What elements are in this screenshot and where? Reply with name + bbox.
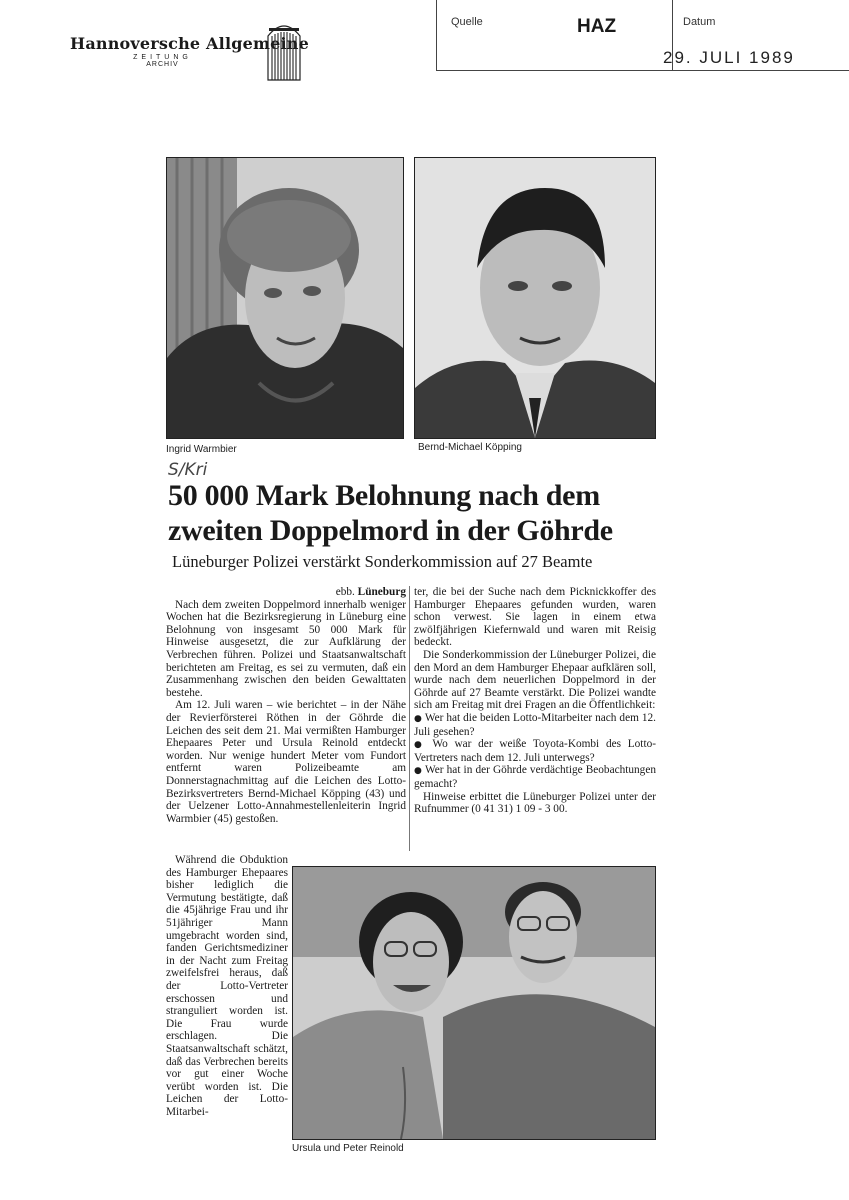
headline-line-2: zweiten Doppelmord in der Göhrde xyxy=(168,514,613,547)
portrait-man-icon xyxy=(415,158,655,438)
column-divider xyxy=(409,586,410,851)
photo-ursula-peter-reinold xyxy=(292,866,656,1140)
building-logo-icon xyxy=(265,18,303,82)
byline xyxy=(166,586,406,599)
caption-ursula-peter-reinold: Ursula und Peter Reinold xyxy=(292,1143,404,1154)
masthead xyxy=(70,34,309,68)
masthead-subtitle: ZEITUNG xyxy=(133,54,192,61)
masthead-title: Hannoversche Allgemeine xyxy=(70,34,309,53)
bullet-icon: ● xyxy=(414,766,423,777)
paragraph: ter, die bei der Suche nach dem Picknickkoffer des Hamburger Ehepaares gefunden wurden, waren schon verwest. Sie lagen in einem etwa zwölfjährigen Kiefernwald und waren mit Reisig bedeckt. xyxy=(414,586,656,649)
question-text: Wer hat die beiden Lotto-Mitarbeiter nach dem 12. Juli gesehen? xyxy=(414,711,656,738)
date-value: 29. JULI 1989 xyxy=(663,48,795,67)
source-label: Quelle xyxy=(451,16,483,28)
date-label: Datum xyxy=(683,16,716,28)
question-item xyxy=(414,764,656,790)
byline-prefix: ebb. xyxy=(335,586,355,598)
subheadline: Lüneburger Polizei verstärkt Sonderkommission auf 27 Beamte xyxy=(172,552,593,571)
date-box xyxy=(663,0,849,71)
article-column-left xyxy=(166,586,406,825)
question-text: Wo war der weiße Toyota-Kombi des Lotto-Vertreters nach dem 12. Juli unterwegs? xyxy=(414,738,656,764)
question-item xyxy=(414,738,656,764)
question-text: Wer hat in der Göhrde verdächtige Beobachtungen gemacht? xyxy=(414,764,656,790)
source-value: HAZ xyxy=(577,16,617,37)
photo-bernd-michael-koepping xyxy=(414,157,656,439)
paragraph: Am 12. Juli waren – wie berichtet – in der Nähe der Revierförsterei Röthen in der Göhrde die Leichen des seit dem 21. Mai vermißten Hamburger Ehepaares Peter und Ursula Reinold entdeckt worden. Nur wenige hundert Meter vom Fundort entfernt waren Polizeibeamte am Donnerstagnachmittag auf die Leichen des Lotto-Bezirksvertreters Bernd-Michael Köpping (43) und der Uelzener Lotto-Annahmestellenleiterin Ingrid Warmbier (45) gestoßen. xyxy=(166,699,406,825)
caption-bernd-michael-koepping: Bernd-Michael Köpping xyxy=(418,442,522,453)
question-item xyxy=(414,712,656,738)
article-column-right xyxy=(414,586,656,816)
article-column-narrow xyxy=(166,854,288,1118)
source-box xyxy=(436,0,673,71)
bullet-icon: ● xyxy=(414,713,423,724)
paragraph: Während die Obduktion des Hamburger Ehepaares bisher lediglich die Vermutung bestätigte, daß die 45jährige Frau und ihr 51jähriger Mann umgebracht worden sind, fanden Gerichtsmediziner in der Nacht zum Freitag zweifelsfrei heraus, daß der Lotto-Vertreter erschossen und stranguliert worden ist. Die Frau wurde erschlagen. Die Staatsanwaltschaft schätzt, daß das Verbrechen bereits vor gut einer Woche verübt worden ist. Die Leichen der Lotto-Mitarbei- xyxy=(166,854,288,1118)
headline-line-1: 50 000 Mark Belohnung nach dem xyxy=(168,479,600,512)
bullet-icon: ● xyxy=(414,740,426,751)
caption-ingrid-warmbier: Ingrid Warmbier xyxy=(166,444,237,455)
masthead-archiv: ARCHIV xyxy=(146,61,179,68)
portrait-couple-icon xyxy=(293,867,655,1139)
paragraph: Hinweise erbittet die Lüneburger Polizei unter der Rufnummer (0 41 31) 1 09 - 3 00. xyxy=(414,790,656,816)
handwritten-note: S/Kri xyxy=(168,460,208,480)
byline-city: Lüneburg xyxy=(357,586,406,598)
photo-ingrid-warmbier xyxy=(166,157,404,439)
paragraph: Die Sonderkommission der Lüneburger Polizei, die den Mord an dem Hamburger Ehepaar aufklären soll, wurde nach dem neuerlichen Doppelmord in der Göhrde auf 27 Beamte verstärkt. Die Polizei wandte sich am Freitag mit drei Fragen an die Öffentlichkeit: xyxy=(414,648,656,712)
headline xyxy=(168,478,658,548)
paragraph: Nach dem zweiten Doppelmord innerhalb weniger Wochen hat die Bezirksregierung in Lüneburg eine Belohnung von insgesamt 50 000 Mark für Hinweise ausgesetzt, die zur Aufklärung der Verbrechen führen. Polizei und Staatsanwaltschaft berichteten am Freitag, es sei zu vermuten, daß ein Zusammenhang zwischen den beiden Gewalttaten bestehe. xyxy=(166,598,406,699)
portrait-woman-icon xyxy=(167,158,403,438)
